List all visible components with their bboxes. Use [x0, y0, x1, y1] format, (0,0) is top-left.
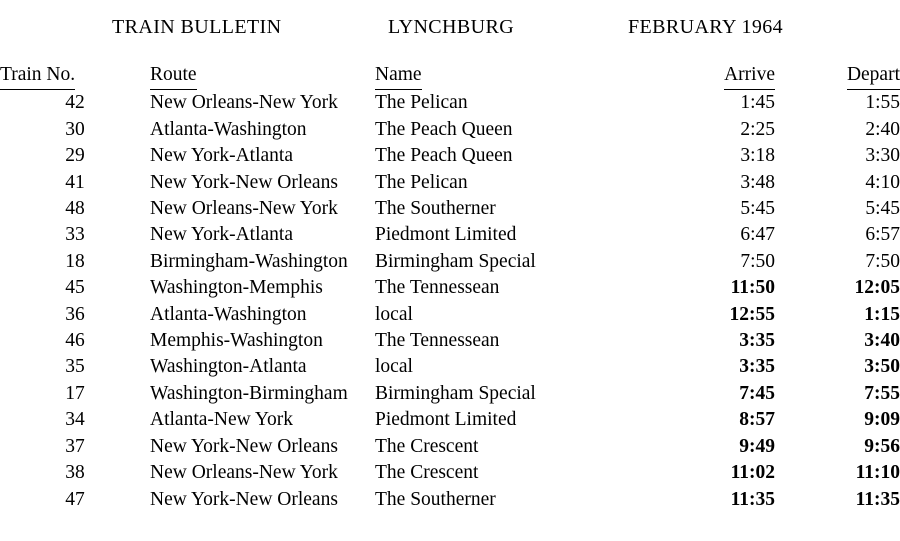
table-row [0, 434, 900, 460]
cell-name: The Peach Queen [375, 118, 513, 140]
cell-arrive: 6:47 [740, 224, 775, 246]
cell-arrive: 3:18 [740, 145, 775, 167]
cell-depart: 3:50 [864, 356, 900, 378]
cell-train-no: 33 [65, 224, 85, 246]
cell-depart: 3:40 [864, 330, 900, 352]
cell-arrive: 3:35 [739, 330, 775, 352]
cell-name: local [375, 356, 413, 378]
cell-name: The Southerner [375, 198, 496, 220]
cell-train-no: 18 [65, 250, 85, 272]
column-header-depart: Depart [775, 62, 900, 90]
table-row [0, 275, 900, 301]
table-row [0, 249, 900, 275]
table-row [0, 170, 900, 196]
cell-depart: 1:15 [864, 303, 900, 325]
bulletin-header [0, 16, 900, 46]
table-row [0, 117, 900, 143]
column-header-name: Name [375, 62, 650, 90]
table-body [0, 90, 900, 513]
table-row [0, 196, 900, 222]
cell-train-no: 30 [65, 118, 85, 140]
cell-depart: 1:55 [865, 92, 900, 114]
cell-name: Birmingham Special [375, 382, 536, 404]
cell-name: The Peach Queen [375, 145, 513, 167]
table-header-row [0, 62, 900, 90]
table-row [0, 460, 900, 486]
cell-name: The Southerner [375, 488, 496, 510]
cell-route: New York-Atlanta [150, 224, 293, 246]
cell-train-no: 45 [65, 277, 85, 299]
cell-depart: 9:56 [864, 435, 900, 457]
cell-train-no: 34 [65, 409, 85, 431]
cell-arrive: 11:02 [730, 462, 775, 484]
cell-arrive: 2:25 [740, 118, 775, 140]
page-title: TRAIN BULLETIN [112, 16, 282, 38]
column-header-arrive: Arrive [650, 62, 775, 90]
cell-route: Washington-Atlanta [150, 356, 307, 378]
cell-depart: 2:40 [865, 118, 900, 140]
cell-arrive: 11:35 [730, 488, 775, 510]
cell-depart: 7:50 [865, 250, 900, 272]
cell-arrive: 3:35 [739, 356, 775, 378]
cell-depart: 7:55 [864, 382, 900, 404]
cell-name: local [375, 303, 413, 325]
cell-route: Atlanta-New York [150, 409, 293, 431]
cell-route: Washington-Memphis [150, 277, 323, 299]
cell-name: The Crescent [375, 435, 479, 457]
cell-arrive: 11:50 [730, 277, 775, 299]
cell-depart: 9:09 [864, 409, 900, 431]
table-row [0, 90, 900, 116]
station-name: LYNCHBURG [388, 16, 515, 38]
table-row [0, 328, 900, 354]
cell-arrive: 8:57 [739, 409, 775, 431]
table-row [0, 302, 900, 328]
cell-depart: 11:10 [855, 462, 900, 484]
cell-train-no: 47 [65, 488, 85, 510]
cell-depart: 12:05 [854, 277, 900, 299]
cell-route: Washington-Birmingham [150, 382, 348, 404]
table-row [0, 143, 900, 169]
cell-train-no: 46 [65, 330, 85, 352]
table-row [0, 407, 900, 433]
cell-train-no: 17 [65, 382, 85, 404]
cell-route: New York-New Orleans [150, 435, 338, 457]
cell-route: New Orleans-New York [150, 198, 338, 220]
cell-name: The Tennessean [375, 277, 500, 299]
bulletin-date: FEBRUARY 1964 [628, 16, 784, 38]
cell-train-no: 35 [65, 356, 85, 378]
cell-train-no: 38 [65, 462, 85, 484]
table-header [0, 62, 900, 90]
cell-name: The Tennessean [375, 330, 500, 352]
cell-route: New York-Atlanta [150, 145, 293, 167]
cell-name: The Pelican [375, 92, 468, 114]
cell-train-no: 37 [65, 435, 85, 457]
cell-name: The Crescent [375, 462, 479, 484]
cell-depart: 5:45 [865, 198, 900, 220]
cell-arrive: 3:48 [740, 171, 775, 193]
cell-train-no: 29 [65, 145, 85, 167]
cell-name: Birmingham Special [375, 250, 536, 272]
table-row [0, 381, 900, 407]
cell-train-no: 36 [65, 303, 85, 325]
cell-train-no: 48 [65, 198, 85, 220]
cell-route: Atlanta-Washington [150, 303, 307, 325]
cell-arrive: 12:55 [729, 303, 775, 325]
cell-train-no: 41 [65, 171, 85, 193]
cell-depart: 4:10 [865, 171, 900, 193]
cell-route: New York-New Orleans [150, 488, 338, 510]
column-header-train-no: Train No. [0, 62, 150, 90]
cell-depart: 3:30 [865, 145, 900, 167]
table-row [0, 354, 900, 380]
train-schedule-table [0, 62, 900, 513]
cell-train-no: 42 [65, 92, 85, 114]
cell-depart: 6:57 [865, 224, 900, 246]
cell-route: Memphis-Washington [150, 330, 323, 352]
cell-arrive: 7:50 [740, 250, 775, 272]
cell-arrive: 5:45 [740, 198, 775, 220]
cell-name: Piedmont Limited [375, 409, 517, 431]
table-row [0, 222, 900, 248]
cell-arrive: 9:49 [739, 435, 775, 457]
cell-depart: 11:35 [855, 488, 900, 510]
cell-route: New Orleans-New York [150, 92, 338, 114]
cell-name: Piedmont Limited [375, 224, 517, 246]
cell-route: Atlanta-Washington [150, 118, 307, 140]
cell-route: New York-New Orleans [150, 171, 338, 193]
cell-name: The Pelican [375, 171, 468, 193]
column-header-route: Route [150, 62, 375, 90]
cell-arrive: 1:45 [740, 92, 775, 114]
cell-arrive: 7:45 [739, 382, 775, 404]
cell-route: Birmingham-Washington [150, 250, 348, 272]
cell-route: New Orleans-New York [150, 462, 338, 484]
table-row [0, 487, 900, 513]
